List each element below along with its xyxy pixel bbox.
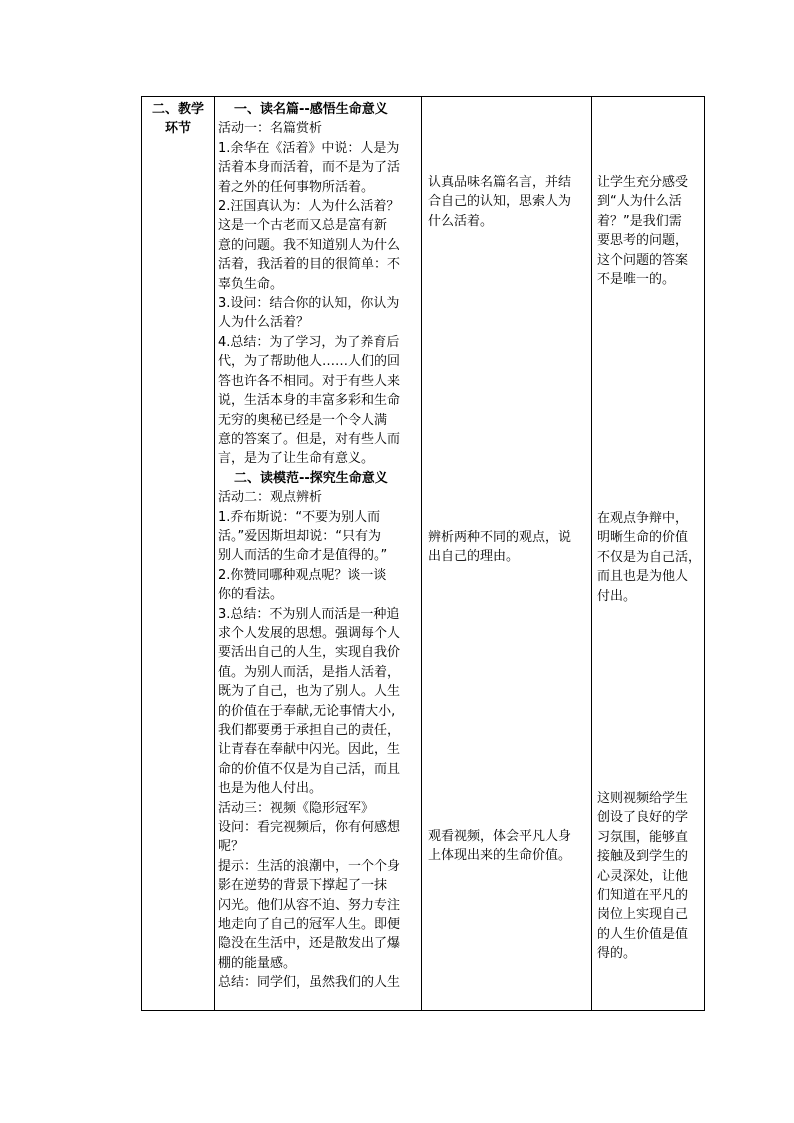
design-intent-line: 这个问题的答案 [597, 252, 689, 268]
teacher-activity-line: 命的价值不仅是为自己活，而且 [218, 761, 401, 777]
student-activity-block [428, 827, 571, 866]
student-activity-line: 上体现出来的生命价值。 [428, 848, 572, 864]
design-intent-line: 让学生充分感受 [597, 175, 689, 190]
teacher-activity-line: 4.总结：为了学习，为了养育后 [218, 334, 400, 350]
student-activity-line: 辨析两种不同的观点，说 [428, 530, 572, 545]
teacher-activity-line: 活动一：名篇赏析 [218, 121, 323, 137]
student-activity-line: 出自己的理由。 [428, 549, 520, 565]
teacher-activity-line: 1.余华在《活着》中说：人是为 [218, 140, 400, 156]
section-heading: 二、读模范--探究生命意义 [234, 470, 388, 486]
design-intent-block [597, 173, 688, 289]
design-intent-line: 得的。 [597, 946, 637, 962]
student-activity-line: 观看视频，体会平凡人身 [428, 829, 572, 844]
design-intent-line: 在观点争辩中， [597, 511, 689, 526]
teacher-activity-line: 活动二：观点辨析 [218, 490, 323, 506]
teacher-activity-line: 意的问题。我不知道别人为什么 [218, 237, 401, 253]
column-divider [421, 97, 422, 1010]
teacher-activity-line: 这是一个古老而又总是富有新 [218, 218, 388, 234]
column-divider [591, 97, 592, 1010]
teacher-activity-cell [218, 100, 418, 993]
teacher-activity-line: 让青春在奉献中闪光。因此，生 [218, 742, 401, 758]
teacher-activity-line: 别人而活的生命才是值得的。” [218, 548, 388, 564]
teacher-activity-line: 既为了自己，也为了别人。人生 [218, 684, 401, 700]
teacher-activity-line: 呢？ [218, 839, 245, 855]
teacher-activity-line: 地走向了自己的冠军人生。即便 [218, 917, 401, 933]
teacher-activity-line: 着之外的任何事物所活着。 [218, 179, 375, 195]
section-label-line: 二、教学 [151, 102, 204, 117]
teacher-activity-line: 设问：看完视频后，你有何感想 [218, 820, 401, 836]
column-divider [214, 97, 215, 1010]
teacher-activity-line: 闪光。他们从容不迫、努力专注 [218, 897, 401, 913]
teacher-activity-line: 也是为他人付出。 [218, 781, 323, 797]
design-intent-line: 明晰生命的价值 [597, 530, 689, 546]
design-intent-line: 们知道在平凡的 [597, 888, 689, 904]
design-intent-line: 岗位上实现自己 [597, 907, 689, 923]
teacher-activity-line: 人为什么活着？ [218, 315, 310, 331]
teacher-activity-line: 我们都要勇于承担自己的责任， [218, 723, 401, 738]
teacher-activity-line: 辜负生命。 [218, 276, 284, 292]
student-activity-line: 合自己的认知，思索人为 [428, 194, 572, 210]
design-intent-line: 而且也是为他人 [597, 569, 689, 585]
design-intent-line: 到“人为什么活 [597, 194, 682, 210]
student-activity-line: 什么活着。 [428, 213, 494, 229]
student-activity-block [428, 528, 571, 567]
teacher-activity-line: 3.设问：结合你的认知，你认为 [218, 296, 400, 312]
design-intent-line: 这则视频给学生 [597, 791, 689, 806]
teacher-activity-line: 棚的能量感。 [218, 955, 297, 971]
design-intent-line: 创设了良好的学 [597, 810, 689, 826]
teacher-activity-line: 活着，我活着的目的很简单：不 [218, 257, 401, 273]
teacher-activity-line: 活着本身而活着，而不是为了活 [218, 160, 401, 176]
teacher-activity-line: 影在逆势的背景下撑起了一抹 [218, 878, 388, 894]
teacher-activity-line: 活。”爱因斯坦却说：“只有为 [218, 528, 381, 544]
teacher-activity-line: 答也许各不相同。对于有些人来 [218, 373, 401, 389]
teacher-activity-line: 意的答案了。但是，对有些人而 [218, 431, 401, 447]
teacher-activity-line: 总结：同学们，虽然我们的人生 [218, 975, 401, 991]
teacher-activity-line: 要活出自己的人生，实现自我价 [218, 645, 401, 661]
section-label-line: 环节 [164, 121, 191, 137]
teacher-activity-line: 活动三：视频《隐形冠军》 [218, 800, 375, 816]
teacher-activity-line: 代，为了帮助他人……人们的回 [218, 354, 401, 370]
teacher-activity-line: 言，是为了让生命有意义。 [218, 451, 375, 467]
design-intent-line: 心灵深处，让他 [597, 868, 689, 884]
teacher-activity-line: 提示：生活的浪潮中，一个个身 [218, 858, 401, 874]
design-intent-block [597, 509, 701, 606]
design-intent-line: 不仅是为自己活， [597, 549, 702, 565]
section-heading: 一、读名篇--感悟生命意义 [234, 102, 388, 117]
teacher-activity-line: 值。为别人而活，是指人活着， [218, 664, 401, 680]
design-intent-line: 着？”是我们需 [597, 213, 682, 229]
teacher-activity-line: 的价值在于奉献,无论事情大小, [218, 703, 396, 719]
teacher-activity-line: 无穷的奥秘已经是一个令人满 [218, 412, 388, 428]
student-activity-block [428, 173, 571, 231]
design-intent-line: 习氛围，能够直 [597, 829, 689, 845]
design-intent-line: 要思考的问题， [597, 233, 689, 249]
section-label-cell [142, 97, 214, 139]
student-activity-line: 认真品味名篇名言，并结 [428, 175, 572, 190]
design-intent-line: 的人生价值是值 [597, 926, 689, 942]
teacher-activity-line: 2.汪国真认为：人为什么活着？ [218, 199, 400, 215]
design-intent-line: 付出。 [597, 588, 637, 604]
teacher-activity-line: 3.总结：不为别人而活是一种追 [218, 606, 400, 622]
design-intent-line: 接触及到学生的 [597, 849, 689, 865]
lesson-table [141, 96, 705, 1011]
teacher-activity-line: 说，生活本身的丰富多彩和生命 [218, 393, 401, 409]
teacher-activity-line: 你的看法。 [218, 587, 284, 603]
teacher-activity-line: 1.乔布斯说：“不要为别人而 [218, 509, 381, 525]
design-intent-block [597, 789, 688, 964]
teacher-activity-line: 2.你赞同哪种观点呢？谈一谈 [218, 567, 387, 583]
teacher-activity-line: 隐没在生活中，还是散发出了爆 [218, 936, 401, 952]
design-intent-line: 不是唯一的。 [597, 272, 676, 288]
teacher-activity-line: 求个人发展的思想。强调每个人 [218, 625, 401, 641]
